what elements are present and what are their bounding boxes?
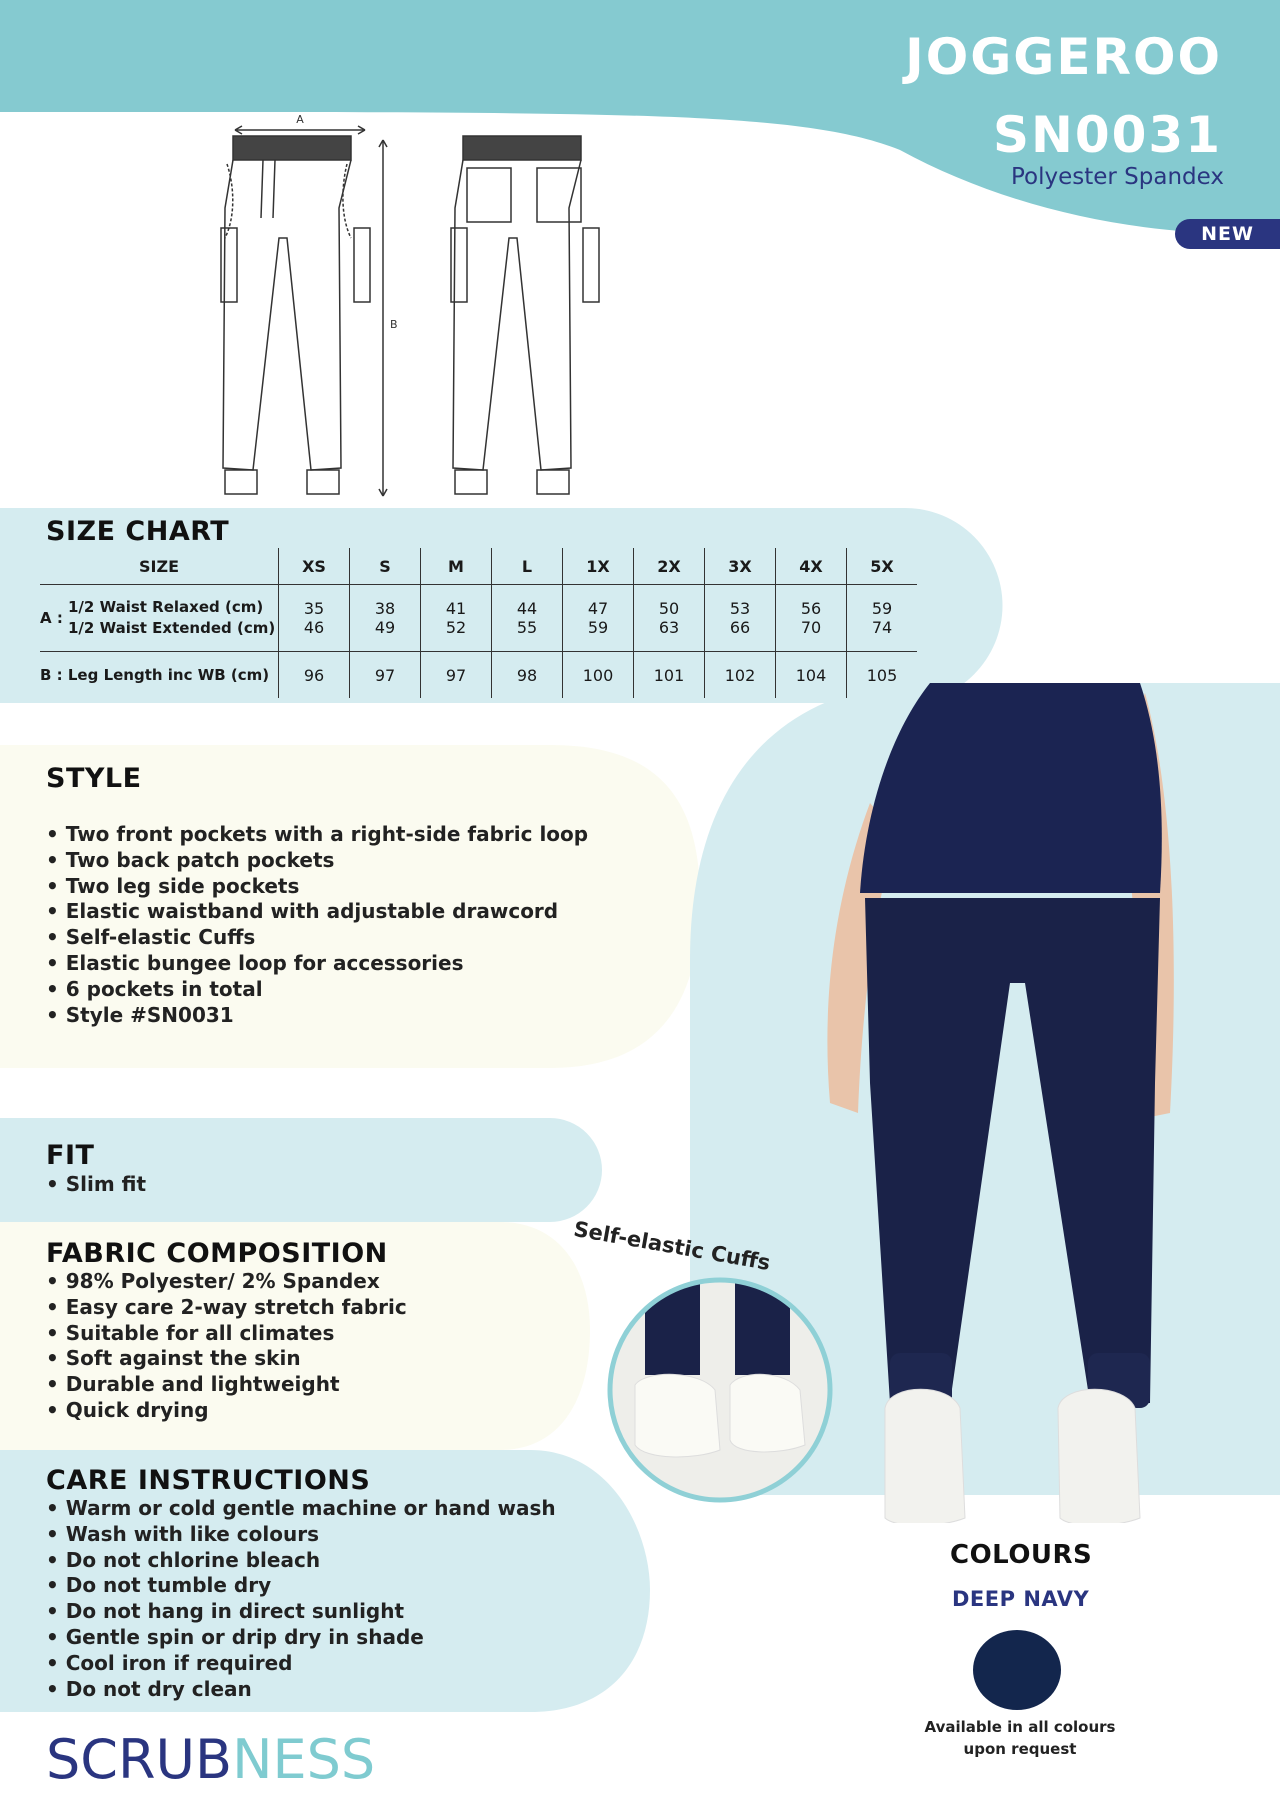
size-cell: 1X	[563, 548, 634, 585]
leg-length-value: 101	[634, 652, 705, 699]
size-cell: 4X	[776, 548, 847, 585]
waist-extended-value: 59	[587, 618, 609, 637]
leg-length-value: 96	[279, 652, 350, 699]
colours-note-line1: Available in all colours	[924, 1718, 1116, 1736]
model-photo	[800, 683, 1200, 1523]
care-title: CARE INSTRUCTIONS	[46, 1465, 371, 1496]
size-chart-table	[40, 548, 917, 698]
style-item: • Two back patch pockets	[46, 848, 588, 874]
style-list	[46, 822, 588, 1028]
fabric-item: • Quick drying	[46, 1398, 407, 1424]
waist-cell	[421, 585, 492, 652]
waist-relaxed-value: 47	[587, 599, 609, 618]
waist-extended-value: 49	[374, 618, 396, 637]
waist-extended-value: 74	[871, 618, 893, 637]
style-item: • Elastic bungee loop for accessories	[46, 951, 588, 977]
fabric-item: • Suitable for all climates	[46, 1321, 407, 1347]
style-item: • 6 pockets in total	[46, 977, 588, 1003]
waist-cell	[279, 585, 350, 652]
product-name: JOGGEROO	[905, 28, 1222, 86]
size-header-row	[40, 548, 917, 585]
size-cell: S	[350, 548, 421, 585]
style-item: • Two leg side pockets	[46, 874, 588, 900]
waist-row-label	[40, 585, 279, 652]
waist-cell	[563, 585, 634, 652]
colours-note-line2: upon request	[963, 1740, 1077, 1758]
fabric-title: FABRIC COMPOSITION	[46, 1238, 388, 1269]
waist-row	[40, 585, 917, 652]
material-label: Polyester Spandex	[1010, 164, 1224, 190]
new-badge: NEW	[1175, 219, 1280, 249]
style-code: SN0031	[992, 106, 1222, 164]
fabric-list	[46, 1269, 407, 1424]
waist-extended-value: 70	[800, 618, 822, 637]
leg-length-value: 98	[492, 652, 563, 699]
waist-extended-value: 66	[729, 618, 751, 637]
waist-extended-value: 46	[303, 618, 325, 637]
cuffs-inset-photo	[605, 1275, 835, 1505]
fabric-item: • Durable and lightweight	[46, 1372, 407, 1398]
waist-relaxed-value: 56	[800, 599, 822, 618]
style-item: • Elastic waistband with adjustable drawcord	[46, 899, 588, 925]
care-item: • Cool iron if required	[46, 1651, 556, 1677]
style-title: STYLE	[46, 763, 142, 794]
leg-length-value: 104	[776, 652, 847, 699]
waist-extended-value: 55	[516, 618, 538, 637]
measure-a-label: A	[296, 113, 304, 126]
colours-note	[920, 1716, 1120, 1760]
fabric-item: • Soft against the skin	[46, 1346, 407, 1372]
leg-length-value: 100	[563, 652, 634, 699]
colour-swatch-deep-navy	[973, 1630, 1061, 1710]
leg-length-value: 97	[350, 652, 421, 699]
cuffs-caption-wrap	[542, 1216, 802, 1276]
care-item: • Wash with like colours	[46, 1522, 556, 1548]
waist-extended-value: 52	[445, 618, 467, 637]
waist-relaxed-value: 35	[303, 599, 325, 618]
colour-name: DEEP NAVY	[952, 1587, 1090, 1611]
fit-title: FIT	[46, 1140, 95, 1171]
waist-cell	[776, 585, 847, 652]
size-chart-title: SIZE CHART	[46, 516, 230, 547]
logo-part1: SCRUB	[46, 1728, 233, 1791]
waist-extended-value: 63	[658, 618, 680, 637]
leg-length-value: 102	[705, 652, 776, 699]
waist-cell	[350, 585, 421, 652]
style-item: • Two front pockets with a right-side fabric loop	[46, 822, 588, 848]
care-item: • Do not chlorine bleach	[46, 1548, 556, 1574]
waist-cell	[847, 585, 918, 652]
colours-title: COLOURS	[950, 1540, 1093, 1570]
care-item: • Do not dry clean	[46, 1677, 556, 1703]
fit-list	[46, 1172, 146, 1198]
care-item: • Warm or cold gentle machine or hand wash	[46, 1496, 556, 1522]
waist-extended-label: 1/2 Waist Extended (cm)	[68, 619, 276, 637]
care-item: • Do not hang in direct sunlight	[46, 1599, 556, 1625]
waist-relaxed-value: 41	[445, 599, 467, 618]
pants-technical-drawing	[215, 108, 615, 500]
size-cell: L	[492, 548, 563, 585]
size-cell: 3X	[705, 548, 776, 585]
leg-length-value: 105	[847, 652, 918, 699]
waist-cell	[705, 585, 776, 652]
care-list	[46, 1496, 556, 1702]
size-cell: M	[421, 548, 492, 585]
leg-length-value: 97	[421, 652, 492, 699]
style-item: • Self-elastic Cuffs	[46, 925, 588, 951]
logo-part2: NESS	[232, 1728, 376, 1791]
waist-relaxed-value: 50	[658, 599, 680, 618]
cuffs-caption: Self-elastic Cuffs	[571, 1216, 773, 1276]
waist-relaxed-value: 38	[374, 599, 396, 618]
style-item: • Style #SN0031	[46, 1003, 588, 1029]
fabric-item: • Easy care 2-way stretch fabric	[46, 1295, 407, 1321]
leg-length-row	[40, 652, 917, 699]
fabric-item: • 98% Polyester/ 2% Spandex	[46, 1269, 407, 1295]
waist-relaxed-value: 59	[871, 599, 893, 618]
size-cell: 5X	[847, 548, 918, 585]
fit-item: • Slim fit	[46, 1172, 146, 1198]
measure-b-label: B	[390, 318, 398, 331]
waist-cell	[492, 585, 563, 652]
size-label: SIZE	[40, 548, 279, 585]
scrubness-logo	[46, 1728, 375, 1791]
waist-relaxed-value: 44	[516, 599, 538, 618]
care-item: • Gentle spin or drip dry in shade	[46, 1625, 556, 1651]
size-cell: 2X	[634, 548, 705, 585]
care-item: • Do not tumble dry	[46, 1573, 556, 1599]
leg-length-label: B : Leg Length inc WB (cm)	[40, 666, 270, 684]
waist-cell	[634, 585, 705, 652]
size-cell: XS	[279, 548, 350, 585]
waist-relaxed-value: 53	[729, 599, 751, 618]
waist-relaxed-label: 1/2 Waist Relaxed (cm)	[68, 598, 264, 616]
row-a-prefix: A :	[40, 609, 63, 627]
